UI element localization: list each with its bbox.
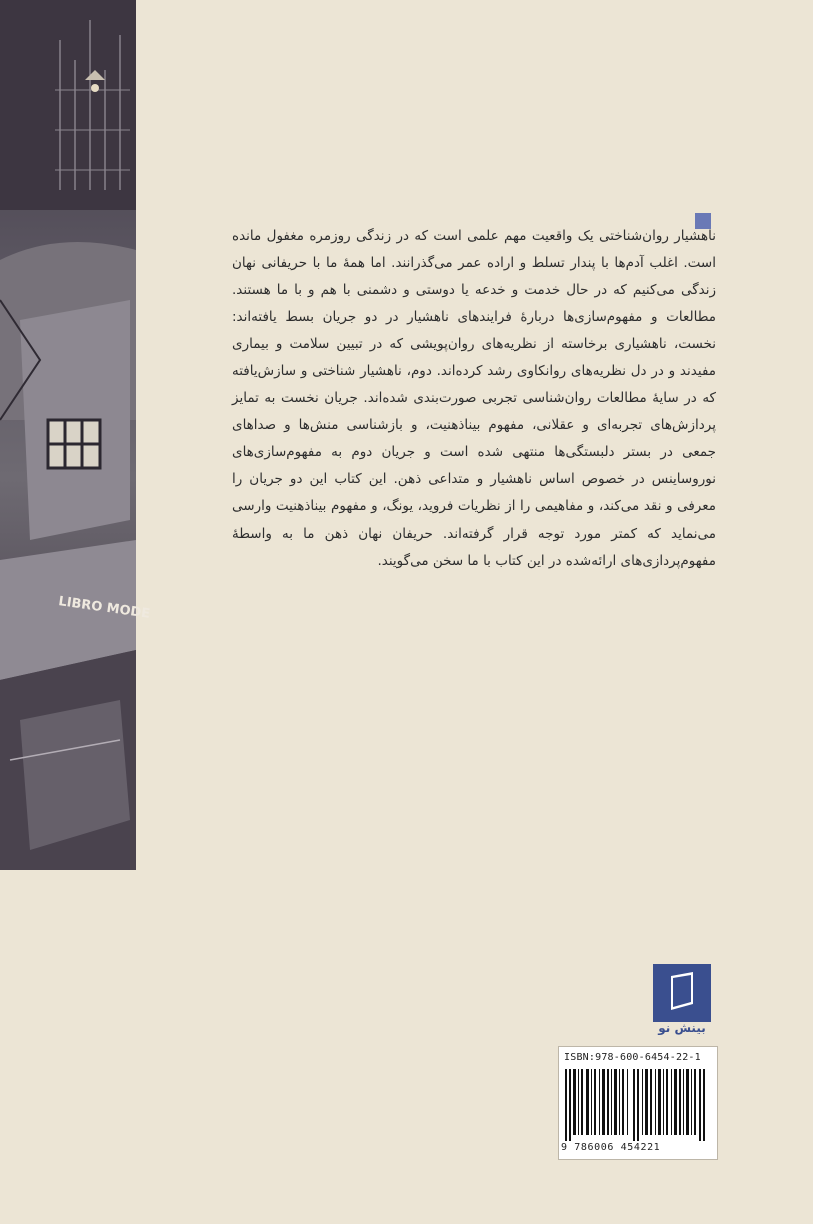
barcode-icon [565,1069,711,1141]
back-cover-blurb: ناهشیار روان‌شناختی یک واقعیت مهم علمی است که در زندگی روزمره مغفول مانده است. اغلب آدم‌ها با پندار تسلط و اراده عمر می‌گذرانند. اما همهٔ ما با حریفانی نهان زندگی می‌کنیم که در حال خدمت و خدعه یا دوستی و دشمنی با هم و با ما هستند. مطالعات و مفهوم‌سازی‌ها دربارهٔ فرایندهای ناهشیار در دو جریان بسط یافته‌اند: نخست، ناهشیاری برخاسته از نظریه‌های روان‌پویشی که در تبیین سلامت و بیماری مفیدند و در دل نظریه‌های روانکاوی رشد کرده‌اند. دوم، ناهشیار شناختی و سازش‌یافته که در سایهٔ مطالعات روان‌شناسی تجربی صورت‌بندی شده‌اند. جریان نخست به تمایز پردازش‌های تجربه‌ای و عقلانی، مفهوم بیناذهنیت، و بازشناسی منش‌ها و صداهای جمعی در بستر دلبستگی‌ها منتهی شده است و جریان دوم به مفهوم‌سازی‌های نوروساینس در خصوص اساس ناهشیار و متداعی ذهن. این کتاب این دو جریان را معرفی و نقد می‌کند، و مفاهیمی را از نظریات فروید، یونگ، و مفهوم بیناذهنیت وارسی می‌نماید که کمتر مورد توجه قرار گرفته‌اند. حریفان نهان ذهن ما به واسطهٔ مفهوم‌پردازی‌های ارائه‌شده در این کتاب با ما سخن می‌گویند. [232,227,716,569]
publisher-logo [653,964,711,1041]
isbn-text: ISBN:978-600-6454-22-1 [564,1052,701,1063]
barcode-label [558,1046,718,1160]
publisher-name: بینش نو [658,1021,706,1035]
book-icon [653,964,711,1022]
artwork-illustration [0,0,151,870]
cover-artwork [0,0,151,870]
ean-number: 9 786006 454221 [561,1142,661,1153]
artwork-lettering: LIBRO MODE [57,594,151,622]
